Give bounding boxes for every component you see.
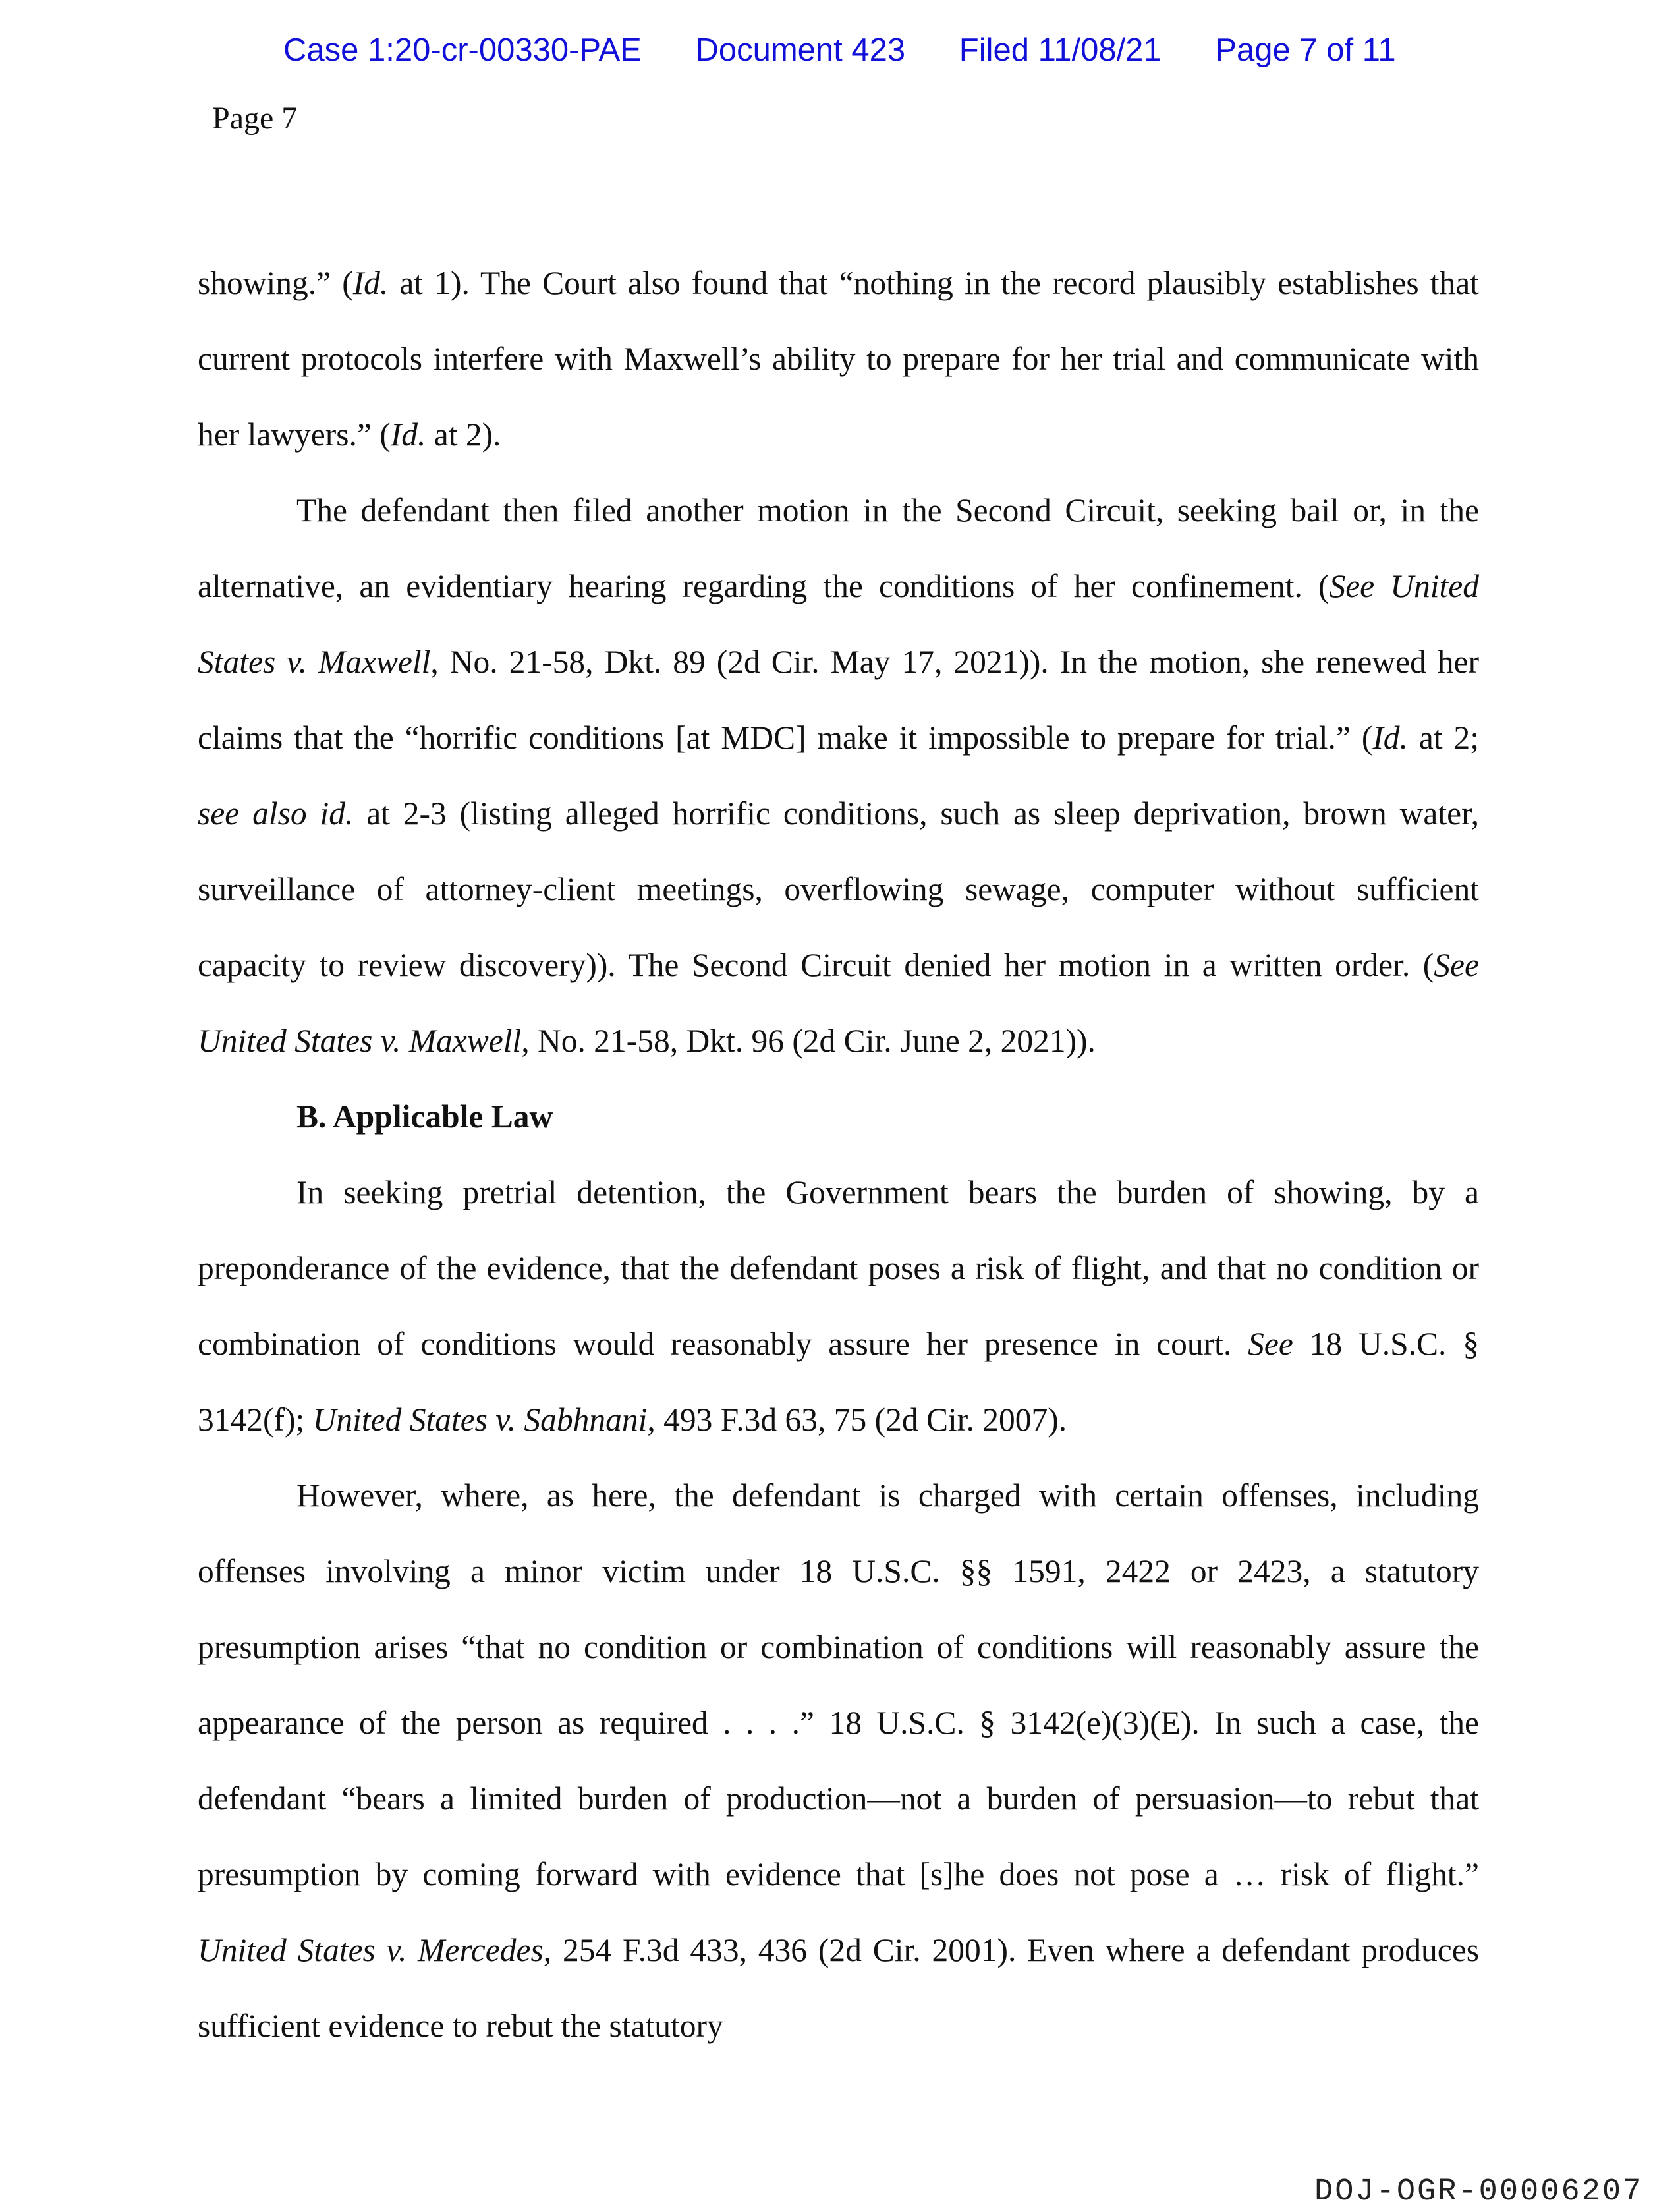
body-text — [198, 245, 1479, 2064]
citation-italic: United States v. Sabhnani — [312, 1402, 648, 1438]
ecf-filing-header — [283, 32, 1396, 69]
text-run: at 2-3 (listing alleged horrific conditions, such as sleep deprivation, brown water, surveillance of attorney-client meetings, overflowing sewage, computer without sufficient capacity to review discovery)). The Second Circuit denied her motion in a written order. ( — [198, 795, 1479, 983]
text-run: , No. 21-58, Dkt. 89 (2d Cir. May 17, 2021)). In the motion, she renewed her claims that the “horrific conditions [at MDC] make it impossible to prepare for trial.” ( — [198, 644, 1479, 756]
text-run: at 2). — [426, 416, 501, 453]
citation-italic: See United States v. Maxwell — [198, 947, 1479, 1059]
section-heading — [198, 1079, 1479, 1154]
case-number: Case 1:20-cr-00330-PAE — [283, 32, 642, 68]
text-run: at 1). The Court also found that “nothing in the record plausibly establishes that current protocols interfere with Maxwell’s ability to prepare for her trial and communicate with her lawyers.” ( — [198, 265, 1479, 453]
text-run: , 254 F.3d 433, 436 (2d Cir. 2001). Even where a defendant produces sufficient evidence to rebut the statutory — [198, 1932, 1479, 2044]
text-run: at 2; — [1407, 720, 1479, 756]
citation-italic: Id. — [1372, 720, 1408, 756]
citation-italic: see also id. — [198, 795, 354, 832]
citation-italic: Id. — [390, 416, 426, 453]
text-run: showing.” ( — [198, 265, 353, 301]
paragraph — [198, 472, 1479, 1079]
filed-date: Filed 11/08/21 — [959, 32, 1162, 68]
text-run: However, where, as here, the defendant is charged with certain offenses, including offenses involving a minor victim under 18 U.S.C. §§ 1591, 2422 or 2423, a statutory presumption arises “that no condition or combination of conditions will reasonably assure the appearance of the person as required . . . .” 18 U.S.C. § 3142(e)(3)(E). In such a case, the defendant “bears a limited burden of production—not a burden of persuasion—to rebut that presumption by coming forward with evidence that [s]he does not pose a … risk of flight.” — [198, 1477, 1479, 1892]
citation-italic: See United States v. Maxwell — [198, 568, 1479, 680]
document-number: Document 423 — [695, 32, 906, 68]
running-page-head: Page 7 — [212, 101, 298, 136]
citation-italic: United States v. Mercedes — [198, 1932, 544, 1968]
paragraph — [198, 245, 1479, 472]
bates-number: DOJ-OGR-00006207 — [1314, 2174, 1644, 2209]
text-run: The defendant then filed another motion in the Second Circuit, seeking bail or, in the alternative, an evidentiary hearing regarding the conditions of her confinement. ( — [198, 492, 1479, 604]
page-count: Page 7 of 11 — [1215, 32, 1396, 68]
text-run: In seeking pretrial detention, the Government bears the burden of showing, by a preponderance of the evidence, that the defendant poses a risk of flight, and that no condition or combination of conditions would reasonably assure her presence in court. — [198, 1174, 1479, 1362]
paragraph — [198, 1458, 1479, 2064]
text-run: , No. 21-58, Dkt. 96 (2d Cir. June 2, 2021)). — [521, 1023, 1096, 1059]
text-run: , 493 F.3d 63, 75 (2d Cir. 2007). — [647, 1402, 1067, 1438]
text-run: B. Applicable Law — [296, 1098, 553, 1135]
citation-italic: Id. — [352, 265, 389, 301]
citation-italic: See — [1248, 1326, 1293, 1362]
text-run: 18 U.S.C. § 3142(f); — [198, 1326, 1479, 1438]
paragraph — [198, 1154, 1479, 1458]
